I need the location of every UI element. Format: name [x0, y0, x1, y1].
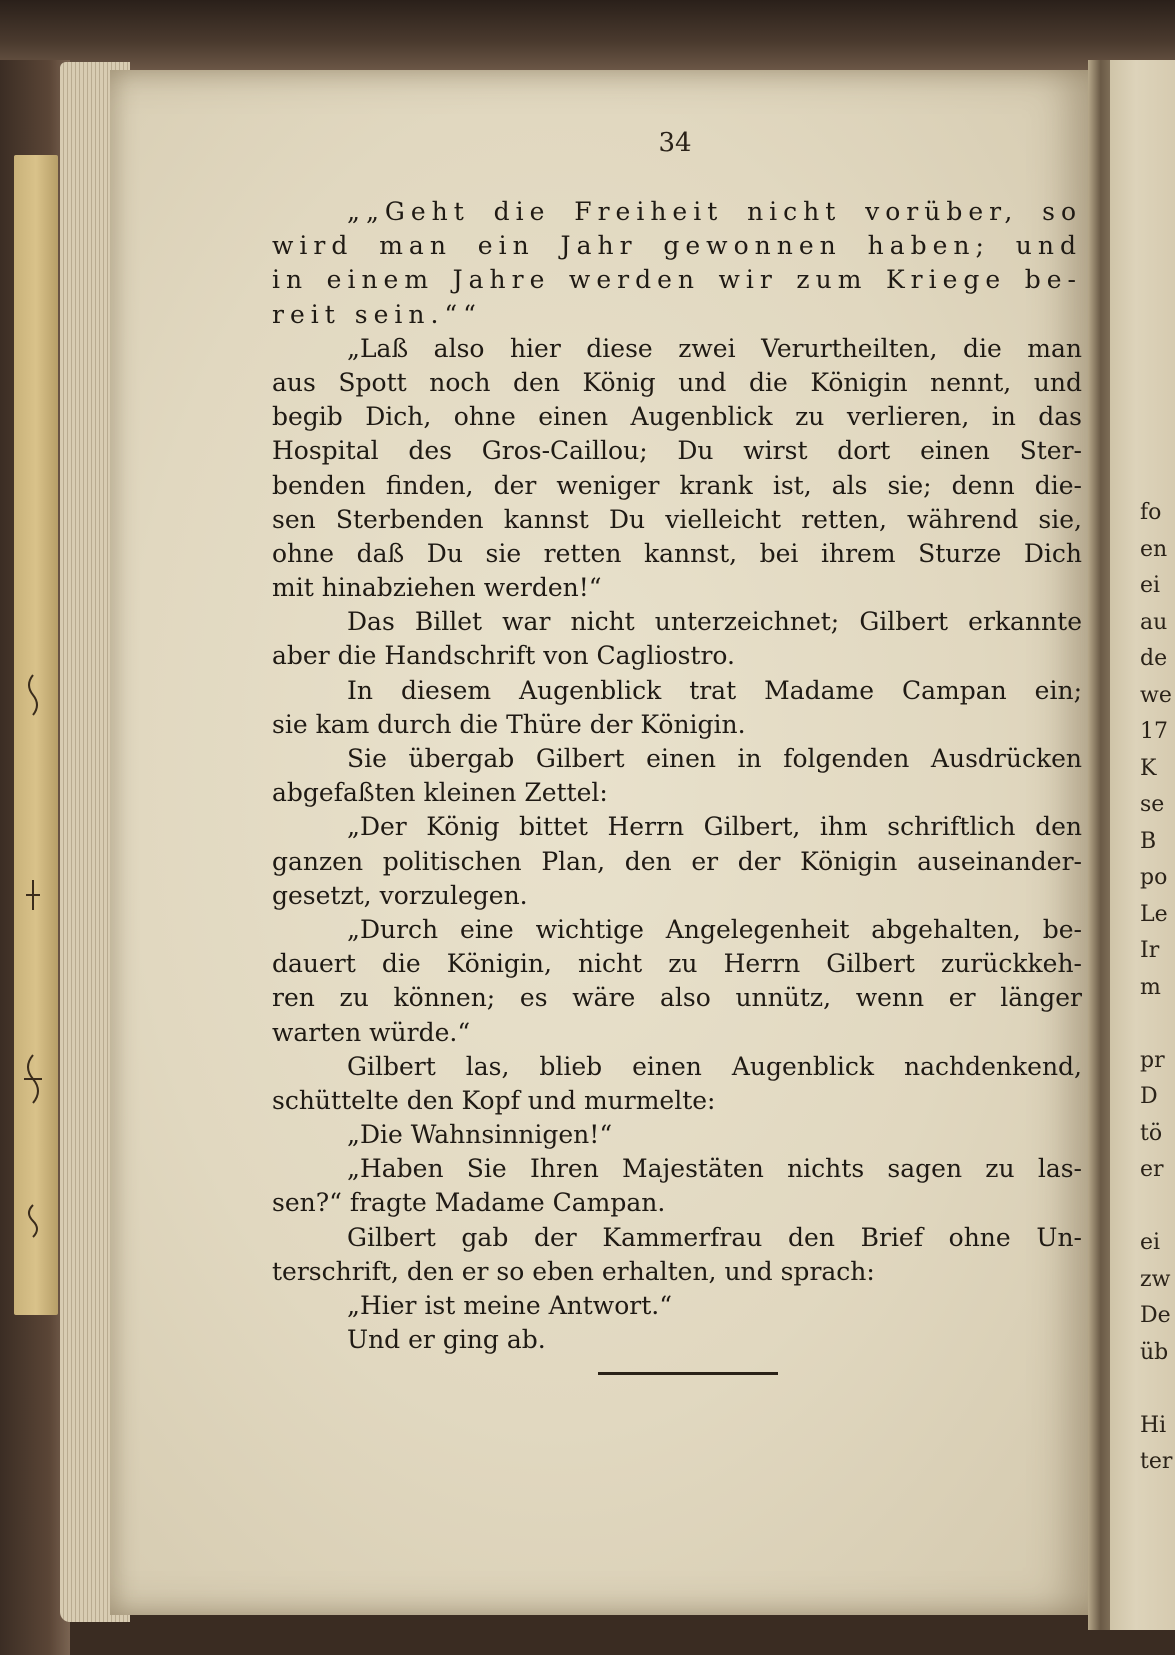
text-line: wird man ein Jahr gewonnen haben; und [272, 231, 1082, 261]
text-line: Hospital des Gros-Caillou; Du wirst dort einen Ster- [272, 436, 1082, 466]
next-page-fragment: ei [1140, 1230, 1161, 1255]
text-line: aber die Handschrift von Cagliostro. [272, 641, 735, 671]
text-line: schüttelte den Kopf und murmelte: [272, 1085, 716, 1115]
text-line: reit sein.““ [272, 299, 482, 329]
text-line: ganzen politischen Plan, den er der Königin auseinander- [272, 846, 1082, 876]
text-line: „„Geht die Freiheit nicht vorüber, so [347, 197, 1082, 226]
spine-label-strip [14, 155, 58, 1315]
text-line: sen?“ fragte Madame Campan. [272, 1188, 666, 1218]
next-page-fragment: de [1140, 646, 1168, 671]
next-page-fragment: po [1140, 865, 1168, 890]
next-page-fragment: ter [1140, 1449, 1173, 1474]
text-line: „Haben Sie Ihren Majestäten nichts sagen zu las- [347, 1154, 1082, 1184]
next-page-fragment: K [1140, 755, 1157, 781]
text-line: ren zu können; es wäre also unnütz, wenn er länger [272, 983, 1082, 1013]
next-page-fragment: er [1140, 1157, 1164, 1182]
next-page-fragment: we [1140, 682, 1172, 708]
text-line: dauert die Königin, nicht zu Herrn Gilbert zurückkeh- [272, 949, 1082, 979]
text-line: „Der König bittet Herrn Gilbert, ihm schriftlich den [347, 812, 1082, 842]
text-line: „Durch eine wichtige Angelegenheit abgehalten, be- [347, 914, 1082, 944]
text-line: warten würde.“ [272, 1017, 471, 1047]
text-line: aus Spott noch den König und die Königin nennt, und [272, 367, 1082, 397]
page-text [272, 195, 1082, 1357]
text-line: sen Sterbenden kannst Du vielleicht retten, während sie, [272, 504, 1082, 534]
next-page-fragment: tö [1140, 1120, 1163, 1146]
text-line: Und er ging ab. [347, 1325, 546, 1355]
section-end-rule [598, 1372, 778, 1375]
text-line: Gilbert las, blieb einen Augenblick nachdenkend, [347, 1051, 1082, 1081]
text-line: sie kam durch die Thüre der Königin. [272, 709, 746, 739]
text-line: Sie übergab Gilbert einen in folgenden Ausdrücken [347, 744, 1082, 773]
text-line: in einem Jahre werden wir zum Kriege be- [272, 265, 1082, 295]
next-page-fragment: üb [1140, 1339, 1169, 1365]
text-line: abgefaßten kleinen Zettel: [272, 778, 608, 808]
text-line: ohne daß Du sie retten kannst, bei ihrem Sturze Dich [272, 538, 1082, 568]
text-line: gesetzt, vorzulegen. [272, 880, 528, 910]
next-page-fragment: ei [1140, 573, 1161, 598]
next-page-edge [1110, 60, 1175, 1630]
next-page-fragment: Le [1140, 901, 1168, 927]
next-page-fragment: De [1140, 1303, 1171, 1328]
next-page-fragment: au [1140, 609, 1168, 635]
spine-ornament-icon [18, 335, 48, 1315]
next-page-fragment: zw [1140, 1266, 1171, 1292]
text-line: terschrift, den er so eben erhalten, und sprach: [272, 1256, 875, 1286]
next-page-fragment: en [1140, 536, 1168, 562]
text-line: benden finden, der weniger krank ist, als sie; denn die- [272, 470, 1082, 500]
next-page-fragment: fo [1140, 500, 1162, 525]
text-line: In diesem Augenblick trat Madame Campan ein; [347, 675, 1082, 705]
book-cover-top [0, 0, 1175, 70]
text-line: begib Dich, ohne einen Augenblick zu verlieren, in das [272, 402, 1082, 432]
text-line: „Die Wahnsinnigen!“ [347, 1120, 613, 1150]
text-line: „Laß also hier diese zwei Verurtheilten, die man [347, 333, 1082, 363]
next-page-fragment: m [1140, 974, 1161, 1000]
text-line: Gilbert gab der Kammerfrau den Brief ohne Un- [347, 1222, 1082, 1252]
text-line: „Hier ist meine Antwort.“ [347, 1291, 672, 1320]
next-page-fragment: B [1140, 828, 1157, 854]
next-page-fragment: D [1140, 1084, 1158, 1109]
next-page-fragment: pr [1140, 1047, 1165, 1073]
next-page-fragment: 17 [1140, 719, 1168, 744]
next-page-fragment: se [1140, 792, 1165, 817]
next-page-fragment: Hi [1140, 1412, 1167, 1438]
next-page-fragment: Ir [1140, 938, 1160, 963]
text-line: mit hinabziehen werden!“ [272, 573, 602, 603]
text-line: Das Billet war nicht unterzeichnet; Gilbert erkannte [347, 607, 1082, 637]
page-number: 34 [658, 128, 692, 158]
